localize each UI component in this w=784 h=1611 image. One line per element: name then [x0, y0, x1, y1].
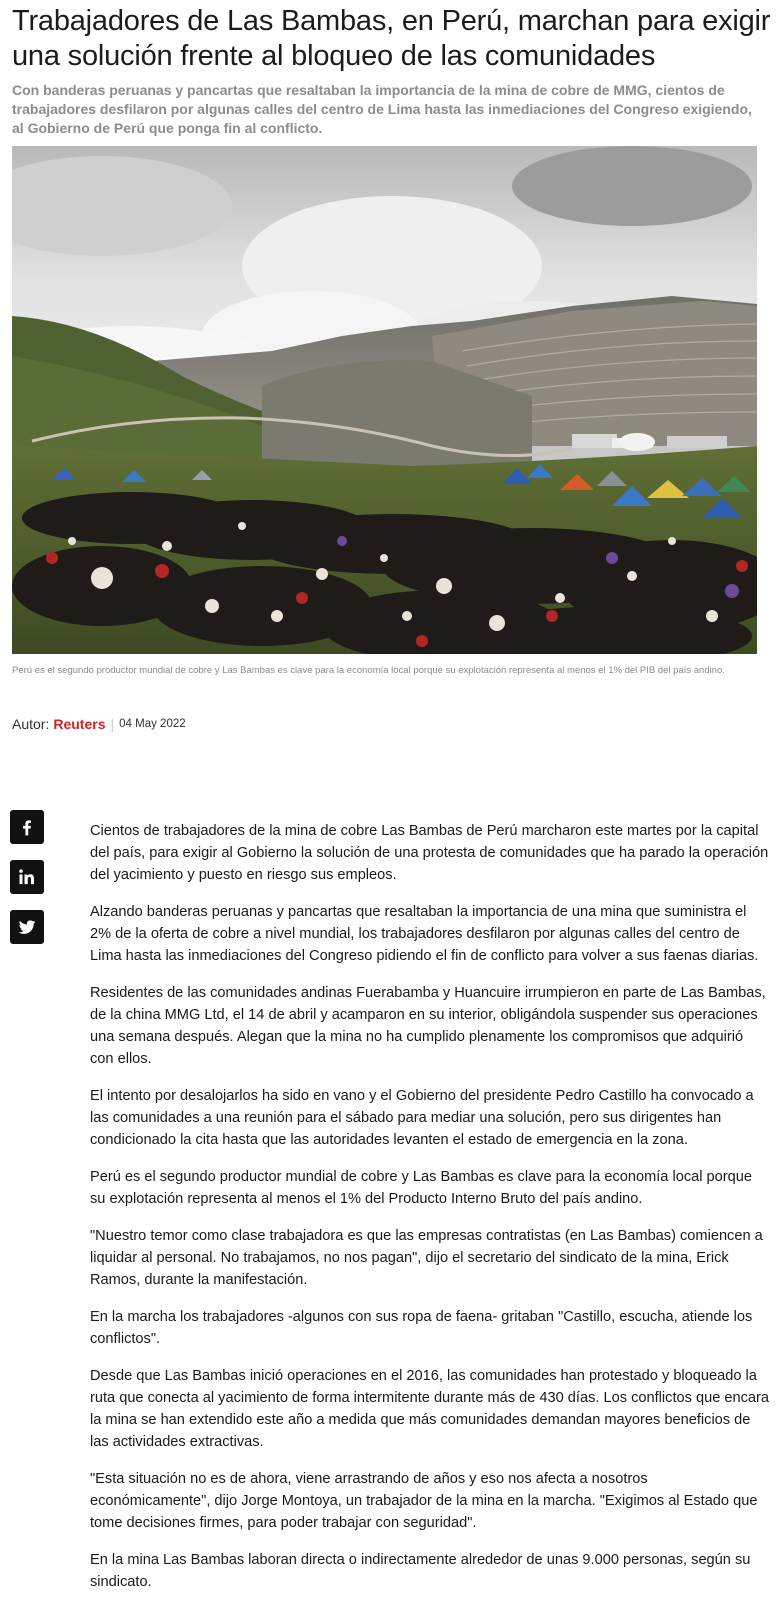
share-bar: [10, 810, 44, 944]
share-twitter-button[interactable]: [10, 910, 44, 944]
share-linkedin-button[interactable]: [10, 860, 44, 894]
article-paragraph: En la marcha los trabajadores -algunos con sus ropa de faena- gritaban "Castillo, escucha, atiende los conflictos".: [90, 1309, 753, 1347]
publish-date: 04 May 2022: [119, 718, 186, 730]
author-link[interactable]: Reuters: [53, 716, 106, 732]
article-headline: Trabajadores de Las Bambas, en Perú, marchan para exigir una solución frente al bloqueo de las comunidades: [12, 5, 771, 72]
article-paragraph: Desde que Las Bambas inició operaciones en el 2016, las comunidades han protestado y bloqueado la ruta que conecta al yacimiento de forma intermitente durante más de 430 días. Los conflictos que encara la mina se han extendido este año a medida que más comunidades demandan mayores beneficios de las actividades extractivas.: [90, 1368, 770, 1450]
byline: [12, 714, 186, 734]
hero-photo: [12, 146, 757, 654]
mine-landscape-photo: [12, 146, 757, 654]
article-paragraph: Alzando banderas peruanas y pancartas que resaltaban la importancia de una mina que suministra el 2% de la oferta de cobre a nivel mundial, los trabajadores desfilaron por algunas calles del centro de Lima hasta las inmediaciones del Congreso pidiendo el fin de conflicto para volver a sus faenas diarias.: [90, 904, 759, 964]
linkedin-icon: [17, 867, 37, 887]
article-body: [90, 820, 770, 1608]
byline-separator: |: [110, 716, 115, 732]
author-label: Autor:: [12, 716, 50, 732]
image-caption: Perú es el segundo productor mundial de cobre y Las Bambas es clave para la economía local porque su explotación representa al menos el 1% del PIB del país andino.: [12, 665, 725, 676]
article-paragraph: "Nuestro temor como clase trabajadora es que las empresas contratistas (en Las Bambas) comiencen a liquidar al personal. No trabajamos, no nos pagan", dijo el secretario del sindicato de la mina, Erick Ramos, durante la manifestación.: [90, 1228, 763, 1288]
article-paragraph: Cientos de trabajadores de la mina de cobre Las Bambas de Perú marcharon este martes por la capital del país, para exigir al Gobierno la solución de una protesta de comunidades que ha parado la operación del yacimiento y puesto en riesgo sus empleos.: [90, 823, 769, 883]
article-paragraph: El intento por desalojarlos ha sido en vano y el Gobierno del presidente Pedro Castillo ha convocado a las comunidades a una reunión para el sábado para mediar una solución, pero sus dirigentes han condicionado la cita hasta que las autoridades levanten el estado de emergencia en la zona.: [90, 1088, 754, 1148]
share-facebook-button[interactable]: [10, 810, 44, 844]
article-paragraph: Perú es el segundo productor mundial de cobre y Las Bambas es clave para la economía local porque su explotación representa al menos el 1% del Producto Interno Bruto del país andino.: [90, 1169, 752, 1207]
article-paragraph: "Esta situación no es de ahora, viene arrastrando de años y eso nos afecta a nosotros económicamente", dijo Jorge Montoya, un trabajador de la mina en la marcha. "Exigimos al Estado que tome decisiones firmes, para poder trabajar con seguridad".: [90, 1471, 758, 1531]
twitter-icon: [17, 917, 37, 937]
article-paragraph: En la mina Las Bambas laboran directa o indirectamente alrededor de unas 9.000 personas, según su sindicato.: [90, 1552, 751, 1590]
facebook-icon: [17, 817, 37, 837]
article-subheadline: Con banderas peruanas y pancartas que resaltaban la importancia de la mina de cobre de MMG, cientos de trabajadores desfilaron por algunas calles del centro de Lima hasta las inmediaciones del Congreso exigiendo, al Gobierno de Perú que ponga fin al conflicto.: [12, 82, 752, 136]
article-paragraph: Residentes de las comunidades andinas Fuerabamba y Huancuire irrumpieron en parte de Las Bambas, de la china MMG Ltd, el 14 de abril y acamparon en su interior, obligándola suspender sus operaciones una semana después. Alegan que la mina no ha cumplido plenamente los compromisos que adquirió con ellos.: [90, 985, 766, 1067]
